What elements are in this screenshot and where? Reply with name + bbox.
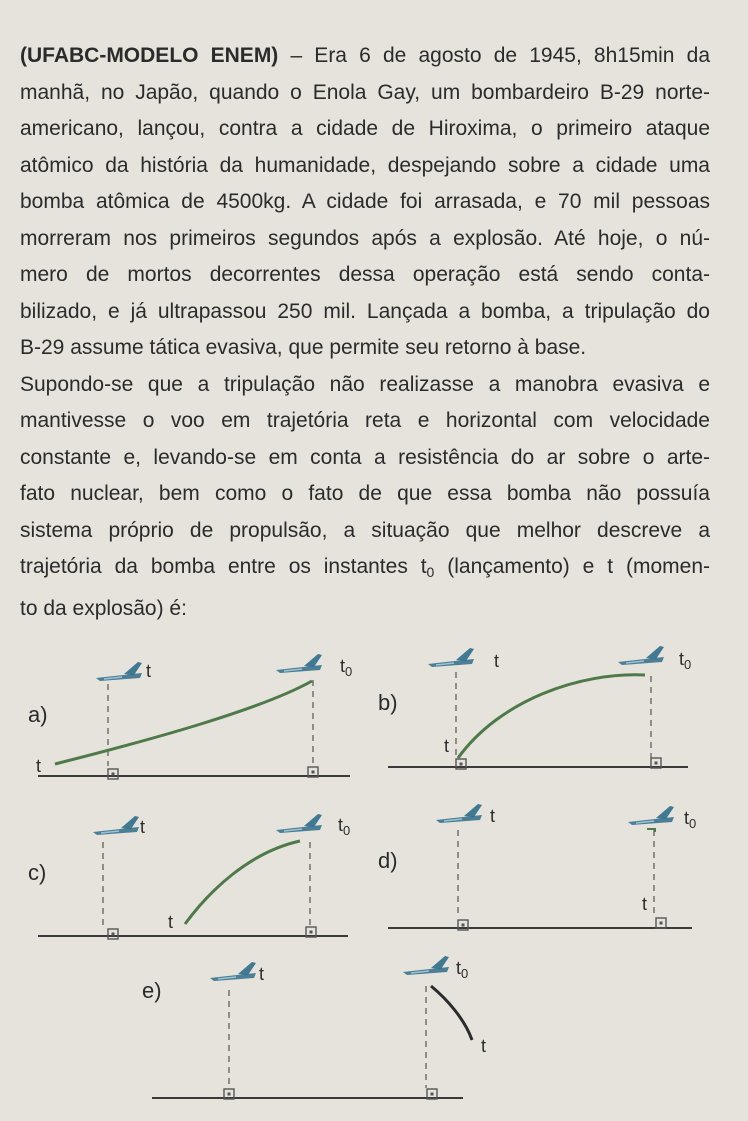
question-line-8: bilizado, e já ultrapassou 250 mil. Lançada a bomba, a tripulação do <box>20 299 710 323</box>
option-d-t-bottom: t <box>642 894 648 914</box>
option-a-label: a) <box>28 702 48 727</box>
option-e-t0: $t_0$ <box>456 958 469 981</box>
question-line-1: – Era 6 de agosto de 1945, 8h15min da <box>278 44 711 67</box>
option-d-label: d) <box>378 848 398 873</box>
option-a-target-icon <box>108 769 118 779</box>
question-line-4: atômico da história da humanidade, despejando sobre a cidade uma <box>20 153 710 177</box>
option-b-t-top: t <box>494 651 500 671</box>
option-a-plane-t-icon <box>96 662 142 681</box>
option-b-plane-t-icon <box>428 648 474 667</box>
option-e-label: e) <box>142 978 162 1003</box>
option-e-t-bottom: t <box>481 1036 487 1056</box>
question-line-3: americano, lançou, contra a cidade de Hiroxima, o primeiro ataque <box>20 117 710 140</box>
option-c-trajectory <box>185 841 300 924</box>
option-a[interactable] <box>28 654 352 779</box>
question-line-9: B-29 assume tática evasiva, que permite seu retorno à base. <box>20 336 587 359</box>
question-line-13: fato nuclear, bem como o fato de que essa bomba não possuía <box>20 482 710 505</box>
option-e-plane-t0-icon <box>403 956 449 975</box>
option-d-target-t0-icon <box>656 918 666 928</box>
option-c-label: c) <box>28 860 47 885</box>
question-source: (UFABC-MODELO ENEM) <box>20 44 279 67</box>
option-a-plane-t0-icon <box>276 654 322 673</box>
question-line-12: constante e, levando-se em conta a resistência do ar sobre o arte- <box>20 445 710 469</box>
question-line-5: bomba atômica de 4500kg. A cidade foi arrasada, e 70 mil pessoas <box>20 190 710 213</box>
option-c-t0: $t_0$ <box>338 815 351 838</box>
option-b-t-bottom: t <box>444 736 450 756</box>
option-e-plane-t-icon <box>210 962 256 981</box>
option-d-plane-t-icon <box>436 804 482 823</box>
question-line-15: trajetória da bomba entre os instantes $t_0$ (lançamento) e t (momen- <box>20 555 710 580</box>
option-b-trajectory <box>458 675 645 758</box>
option-c-t-top: t <box>140 817 146 837</box>
option-c-t-bottom: t <box>168 912 174 932</box>
option-b-t0: $t_0$ <box>679 649 692 672</box>
question-line-11: mantivesse o voo em trajetória reta e horizontal com velocidade <box>20 409 710 432</box>
option-a-trajectory <box>55 681 312 764</box>
option-b[interactable] <box>378 646 691 769</box>
option-d-plane-t0-icon <box>628 806 674 825</box>
option-e-trajectory <box>431 986 472 1040</box>
option-d-t-top: t <box>490 806 496 826</box>
option-e[interactable] <box>142 956 486 1099</box>
option-a-t-bottom: t <box>36 756 42 776</box>
option-a-t-top: t <box>146 661 152 681</box>
option-b-label: b) <box>378 690 398 715</box>
option-e-t-top: t <box>259 964 265 984</box>
question-line-2: manhã, no Japão, quando o Enola Gay, um bombardeiro B-29 norte- <box>20 80 710 104</box>
option-c-plane-t0-icon <box>276 814 322 833</box>
question-line-14: sistema próprio de propulsão, a situação que melhor descreve a <box>20 518 710 542</box>
option-c-plane-t-icon <box>93 816 139 835</box>
question-line-10: Supondo-se que a tripulação não realizasse a manobra evasiva e <box>20 372 710 396</box>
option-c-target-icon <box>108 929 118 939</box>
option-d-t0: $t_0$ <box>684 808 697 831</box>
option-a-t0: $t_0$ <box>340 656 353 679</box>
option-d[interactable] <box>378 804 696 930</box>
question-line-6: morreram nos primeiros segundos após a explosão. Até hoje, o nú- <box>20 226 710 250</box>
option-c[interactable] <box>28 814 350 939</box>
question-line-7: mero de mortos decorrentes dessa operação está sendo conta- <box>20 263 710 286</box>
question-line-16: to da explosão) é: <box>20 596 187 620</box>
option-b-plane-t0-icon <box>618 646 664 665</box>
